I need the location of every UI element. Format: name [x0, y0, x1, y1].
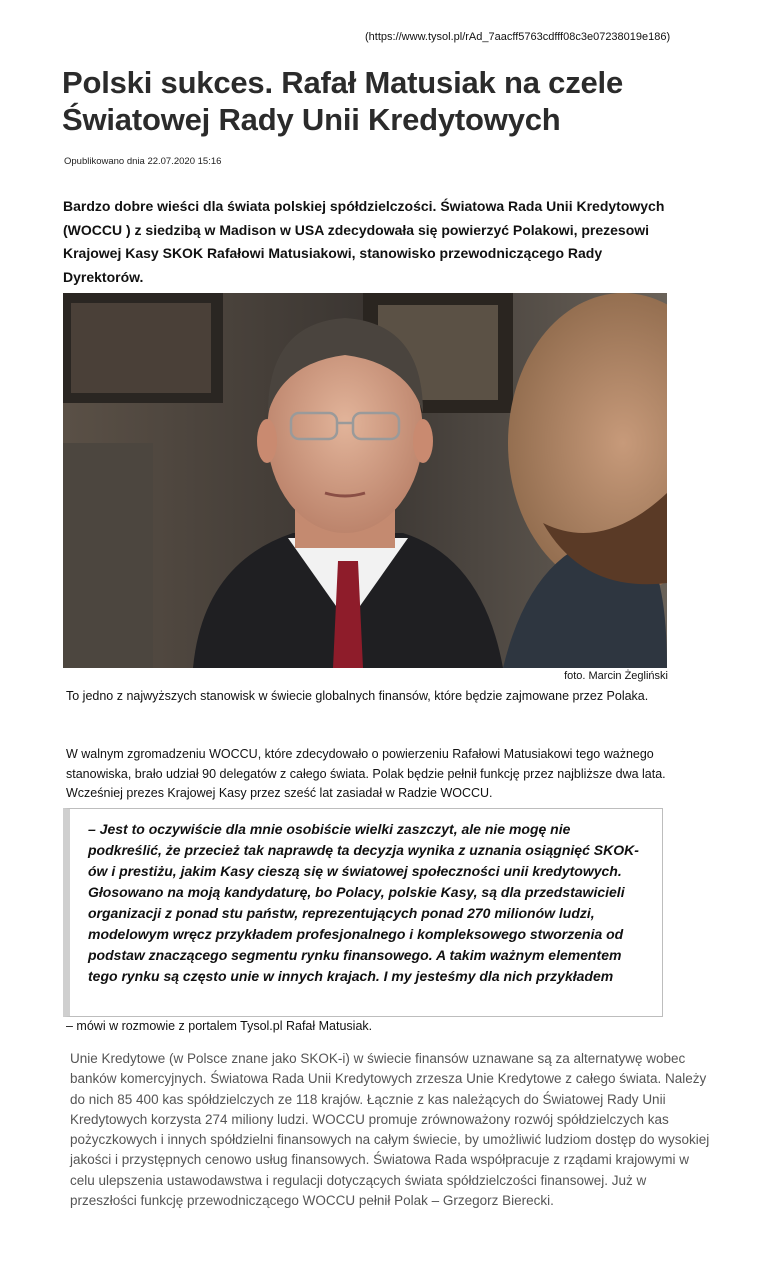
article-paragraph: W walnym zgromadzeniu WOCCU, które zdecydowało o powierzeniu Rafałowi Matusiakowi tego ważnego stanowiska, brało udział 90 delegatów z całego świata. Polak będzie pełnił funkcję przez najbliższe dwa lata. Wcześniej prezes Krajowej Kasy przez sześć lat zasiadał w Radzie WOCCU.	[66, 747, 666, 800]
photo-caption: To jedno z najwyższych stanowisk w świecie globalnych finansów, które będzie zajmowane przez Polaka.	[66, 689, 649, 703]
published-date: Opublikowano dnia 22.07.2020 15:16	[64, 156, 222, 167]
info-paragraph: Unie Kredytowe (w Polsce znane jako SKOK-i) w świecie finansów uznawane są za alternatywę wobec banków komercyjnych. Światowa Rada Unii Kredytowych zrzesza Unie Kredytowe z całego świata. Należy do nich 85 400 kas spółdzielczych ze 118 krajów. Łącznie z kas należących do Światowej Rady Unii Kredytowych korzysta 274 miliony ludzi. WOCCU promuje zrównoważony rozwój spółdzielczych kas pożyczkowych i innych spółdzielni finansowych na całym świecie, by umożliwić ludziom dostęp do wysokiej jakości i przystępnych cenowo usług finansowych. Światowa Rada współpracuje z rządami krajowymi w celu ulepszenia ustawodawstwa i regulacji dotyczących świata spółdzielczości finansowej. Już w przeszłości funkcję przewodniczącego WOCCU pełnił Polak – Grzegorz Bierecki.	[70, 1051, 710, 1209]
photo-credit: foto. Marcin Żegliński	[564, 670, 668, 682]
quote-text: – Jest to oczywiście dla mnie osobiście wielki zaszczyt, ale nie mogę nie podkreślić, że przecież tak naprawdę ta decyzja wynika z uznania osiągnięć SKOK-ów i prestiżu, jakim Kasy cieszą się w światowej społeczności unii kredytowych. Głosowano na moją kandydaturę, bo Polacy, polskie Kasy, są dla przedstawicieli organizacji z ponad stu państw, reprezentujących ponad 270 milionów ludzi, modelowym wręcz przykładem profesjonalnego i kompleksowego stworzenia od podstaw znaczącego segmentu rynku finansowego. A takim ważnym elementem tego rynku są często unie w innych krajach. I my jesteśmy dla nich przykładem	[88, 821, 639, 984]
quote-block	[63, 808, 663, 1017]
source-url: (https://www.tysol.pl/rAd_7aacff5763cdfff08c3e07238019e186)	[365, 31, 671, 43]
article-title: Polski sukces. Rafał Matusiak na czele Światowej Rady Unii Kredytowych	[62, 65, 624, 137]
article-lead: Bardzo dobre wieści dla świata polskiej spółdzielczości. Światowa Rada Unii Kredytowych (WOCCU ) z siedzibą w Madison w USA zdecydowała się powierzyć Polakowi, prezesowi Krajowej Kasy SKOK Rafałowi Matusiakowi, stanowisko przewodniczącego Rady Dyrektorów.	[63, 198, 665, 285]
quote-attribution: – mówi w rozmowie z portalem Tysol.pl Rafał Matusiak.	[66, 1019, 373, 1033]
article-photo	[63, 293, 667, 668]
